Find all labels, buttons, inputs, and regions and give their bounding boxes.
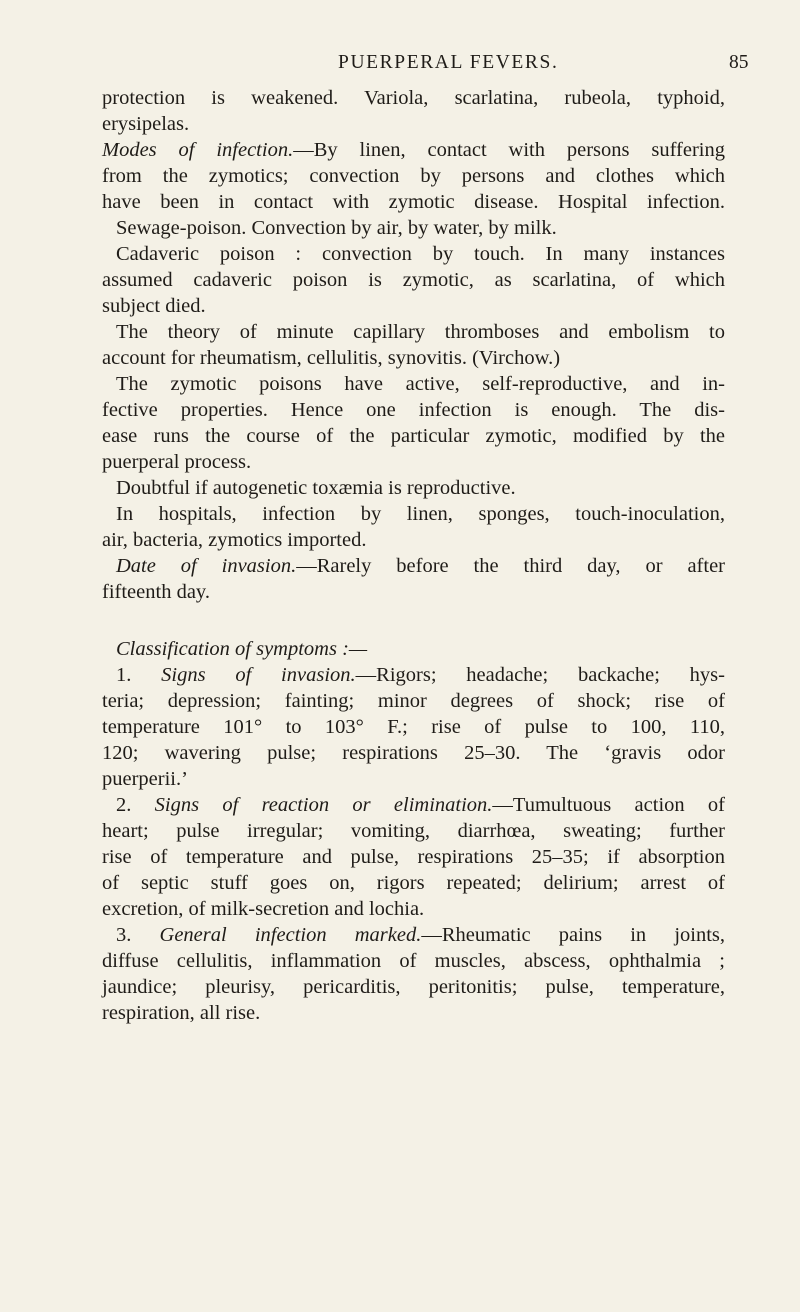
text-line: The zymotic poisons have active, self-reproductive, and in- — [116, 373, 725, 395]
text-line: Doubtful if autogenetic toxæmia is reproductive. — [116, 477, 516, 499]
paragraph-date-of-invasion — [116, 553, 725, 579]
text-line: Sewage-poison. Convection by air, by water, by milk. — [116, 217, 557, 239]
text-line: air, bacteria, zymotics imported. — [102, 529, 367, 551]
text-run: —Rarely before the third day, or after — [296, 555, 726, 577]
text-line: jaundice; pleurisy, pericarditis, peritonitis; pulse, temperature, — [102, 976, 725, 998]
text-line: Cadaveric poison : convection by touch. In many instances — [116, 243, 725, 265]
paragraph-modes-of-infection — [102, 137, 725, 163]
text-line: excretion, of milk-secretion and lochia. — [102, 898, 425, 920]
item-heading: Signs of invasion. — [161, 664, 356, 686]
item-heading: General infection marked. — [159, 924, 422, 946]
item-number: 1. — [116, 664, 162, 686]
text-line: from the zymotics; convection by persons and clothes which — [102, 165, 725, 187]
text-line: puerperii.’ — [102, 768, 188, 790]
item-heading: Signs of reaction or elimination. — [154, 794, 493, 816]
text-line: have been in contact with zymotic disease. Hospital infection. — [102, 191, 725, 213]
text-line: ease runs the course of the particular zymotic, modified by the — [102, 425, 725, 447]
text-line: teria; depression; fainting; minor degrees of shock; rise of — [102, 690, 725, 712]
paragraph-general-infection — [116, 922, 725, 948]
text-run: —By linen, contact with persons suffering — [293, 139, 725, 161]
text-run: —Rigors; headache; backache; hys- — [355, 664, 725, 686]
page-header — [0, 52, 800, 82]
text-line: In hospitals, infection by linen, sponges, touch-inoculation, — [116, 503, 725, 525]
page-number: 85 — [729, 52, 749, 73]
item-number: 3. — [116, 924, 160, 946]
text-line: rise of temperature and pulse, respirations 25–35; if absorption — [102, 846, 725, 868]
text-line: protection is weakened. Variola, scarlatina, rubeola, typhoid, — [102, 87, 725, 109]
text-line: puerperal process. — [102, 451, 252, 473]
text-line: 120; wavering pulse; respirations 25–30. The ‘gravis odor — [102, 742, 725, 764]
paragraph-signs-of-reaction — [116, 792, 725, 818]
text-line: The theory of minute capillary thromboses and embolism to — [116, 321, 725, 343]
text-run: —Rheumatic pains in joints, — [421, 924, 726, 946]
text-line: account for rheumatism, cellulitis, synovitis. (Virchow.) — [102, 347, 561, 369]
text-line: diffuse cellulitis, inflammation of muscles, abscess, ophthalmia ; — [102, 950, 725, 972]
text-line: assumed cadaveric poison is zymotic, as scarlatina, of which — [102, 269, 725, 291]
text-run: —Tumultuous action of — [492, 794, 725, 816]
section-heading-modes: Modes of infection. — [102, 139, 294, 161]
running-title: PUERPERAL FEVERS. — [338, 52, 559, 73]
text-line: fective properties. Hence one infection is enough. The dis- — [102, 399, 725, 421]
text-line: temperature 101° to 103° F.; rise of pulse to 100, 110, — [102, 716, 725, 738]
text-line: fifteenth day. — [102, 581, 210, 603]
text-line: erysipelas. — [102, 113, 190, 135]
item-number: 2. — [116, 794, 155, 816]
classification-heading: Classification of symptoms :— — [116, 638, 368, 660]
paragraph-signs-of-invasion — [116, 662, 725, 688]
text-line: of septic stuff goes on, rigors repeated; delirium; arrest of — [102, 872, 725, 894]
text-line: respiration, all rise. — [102, 1002, 261, 1024]
text-line: subject died. — [102, 295, 206, 317]
text-line: heart; pulse irregular; vomiting, diarrhœa, sweating; further — [102, 820, 725, 842]
section-heading-date: Date of invasion. — [116, 555, 297, 577]
